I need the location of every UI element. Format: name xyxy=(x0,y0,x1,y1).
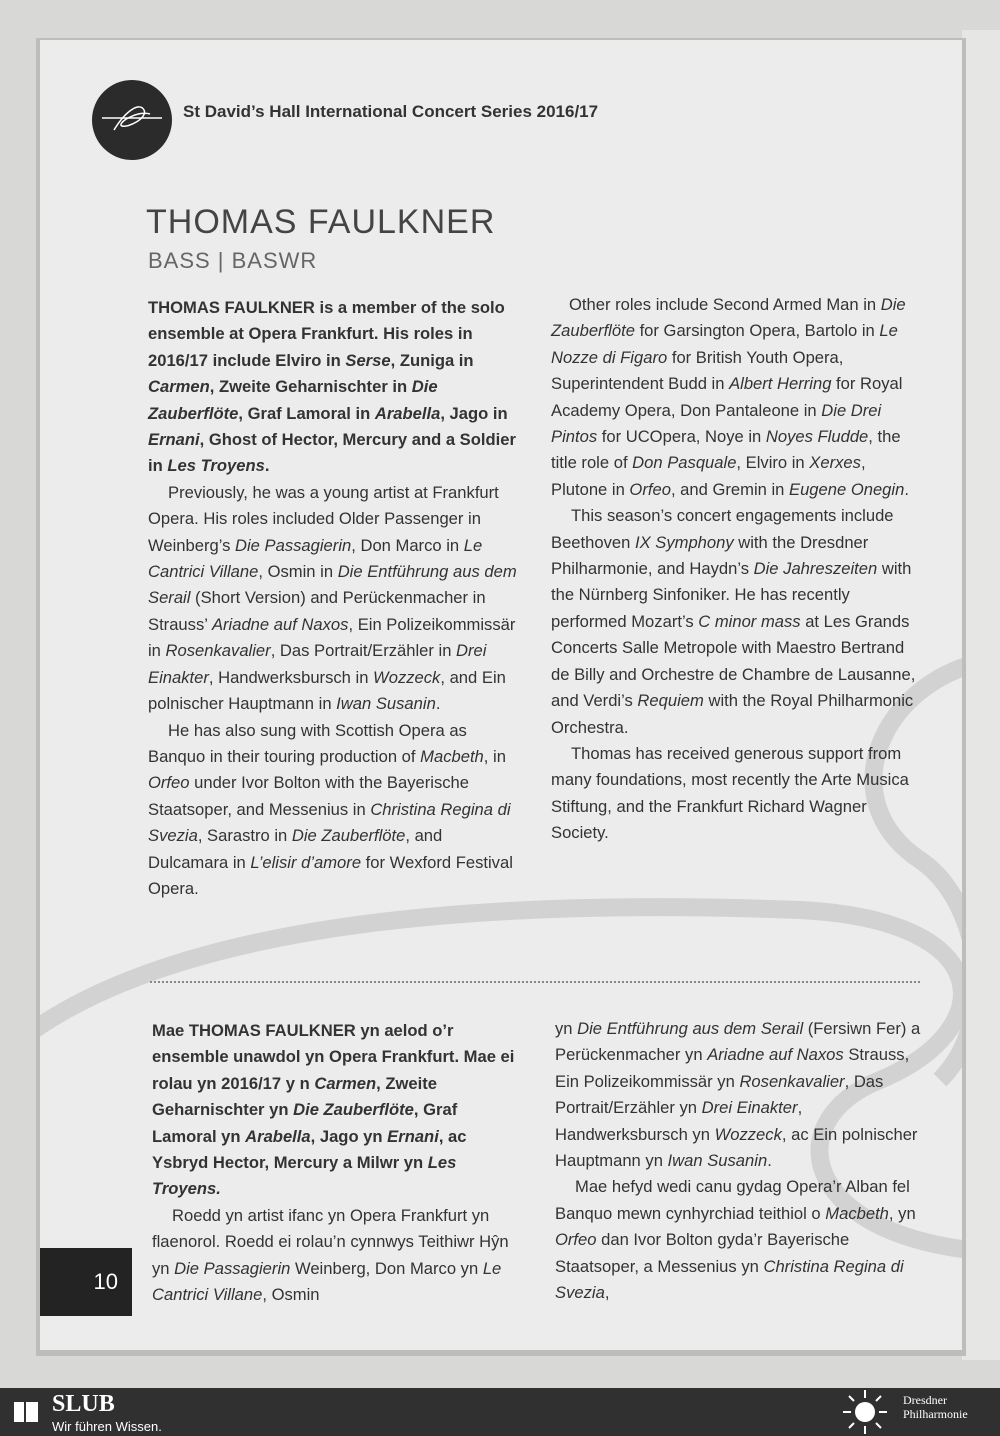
welsh-paragraph-2: Roedd yn artist ifanc yn Opera Frankfurt yn flaenorol. Roedd ei rolau’n cynnwys Teithiwr Hŷn yn Die Passagierin Weinberg, Don Marco yn Le Cantrici Villane, Osmin xyxy=(152,1205,509,1305)
welsh-paragraph-3: yn Die Entführung aus dem Serail (Fersiwn Fer) a Perückenmacher yn Ariadne auf Naxos Strauss, Ein Polizeikommissär yn Rosenkavalier, Das Portrait/Erzähler yn Drei Einakter, Handwerksbursch yn Wozzeck, ac Ein polnischer Hauptmann yn Iwan Susanin. xyxy=(555,1019,921,1171)
sunburst-logo-icon[interactable] xyxy=(840,1388,890,1436)
english-column-right xyxy=(551,292,925,847)
welsh-paragraph-4: Mae hefyd wedi canu gydag Opera’r Alban fel Banquo mewn cynhyrchiad teithiol o Macbeth, yn Orfeo dan Ivor Bolton gyda’r Bayerische Staatsoper, a Messenius yn Christina Regina di Svezia, xyxy=(555,1177,916,1303)
english-column-left xyxy=(148,295,518,902)
signature-logo-icon xyxy=(92,80,172,160)
page-number: 10 xyxy=(40,1248,132,1316)
language-divider xyxy=(150,981,920,983)
welsh-column-left xyxy=(152,1018,522,1308)
english-paragraph-1: THOMAS FAULKNER is a member of the solo ensemble at Opera Frankfurt. His roles in 2016/17 include Elviro in Serse, Zuniga in Carmen, Zweite Geharnischter in Die Zauberflöte, Graf Lamoral in Arabella, Jago in Ernani, Ghost of Hector, Mercury and a Soldier in Les Troyens. xyxy=(148,298,516,476)
english-paragraph-3: He has also sung with Scottish Opera as Banquo in their touring production of Macbeth, in Orfeo under Ivor Bolton with the Bayerische Staatsoper, and Messenius in Christina Regina di Svezia, Sarastro in Die Zauberflöte, and Dulcamara in L’elisir d’amore for Wexford Festival Opera. xyxy=(148,720,513,898)
welsh-column-right xyxy=(555,1016,927,1306)
slub-title[interactable]: SLUB xyxy=(52,1391,115,1417)
dresdner-philharmonie-label xyxy=(903,1393,968,1421)
slub-tagline: Wir führen Wissen. xyxy=(52,1419,162,1434)
english-paragraph-6: Thomas has received generous support from many foundations, most recently the Arte Musica Stiftung, and the Frankfurt Richard Wagner Society. xyxy=(551,743,909,843)
english-paragraph-5: This season’s concert engagements include Beethoven IX Symphony with the Dresdner Philharmonie, and Haydn’s Die Jahreszeiten with the Nürnberg Sinfoniker. He has recently performed Mozart’s C minor mass at Les Grands Concerts Salle Metropole with Maestro Bertrand de Billy and Orchestre de Chambre de Lausanne, and Verdi’s Requiem with the Royal Philharmonic Orchestra. xyxy=(551,506,916,737)
artist-name: THOMAS FAULKNER xyxy=(146,203,496,241)
dp-line-2: Philharmonie xyxy=(903,1407,968,1421)
artist-voice: BASS | BASWR xyxy=(148,248,318,273)
english-paragraph-2: Previously, he was a young artist at Frankfurt Opera. His roles included Older Passenger in Weinberg’s Die Passagierin, Don Marco in Le Cantrici Villane, Osmin in Die Entführung aus dem Serail (Short Version) and Perückenmacher in Strauss’ Ariadne auf Naxos, Ein Polizeikommissär in Rosenkavalier, Das Portrait/Erzähler in Drei Einakter, Handwerksbursch in Wozzeck, and Ein polnischer Hauptmann in Iwan Susanin. xyxy=(148,482,517,714)
welsh-paragraph-1: Mae THOMAS FAULKNER yn aelod o’r ensemble unawdol yn Opera Frankfurt. Mae ei rolau yn 2016/17 y n Carmen, Zweite Geharnischter yn Die Zauberflöte, Graf Lamoral yn Arabella, Jago yn Ernani, ac Ysbryd Hector, Mercury a Milwr yn Les Troyens. xyxy=(152,1021,515,1199)
book-icon xyxy=(14,1402,38,1422)
english-paragraph-4: Other roles include Second Armed Man in Die Zauberflöte for Garsington Opera, Bartolo in Le Nozze di Figaro for British Youth Opera, Superintendent Budd in Albert Herring for Royal Academy Opera, Don Pantaleone in Die Drei Pintos for UCOpera, Noye in Noyes Fludde, the title role of Don Pasquale, Elviro in Xerxes, Plutone in Orfeo, and Gremin in Eugene Onegin. xyxy=(551,295,909,499)
dp-line-1: Dresdner xyxy=(903,1393,947,1407)
programme-page xyxy=(40,40,962,1350)
facing-page-edge xyxy=(962,30,1000,1360)
series-title: St David’s Hall International Concert Series 2016/17 xyxy=(183,102,599,121)
